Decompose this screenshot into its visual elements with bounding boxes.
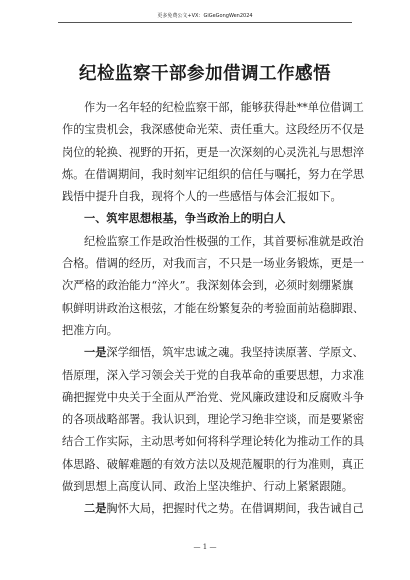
text-line: 岗位的轮换、视野的开拓，更是一次深刻的心灵洗礼与思想淬 <box>62 145 365 159</box>
text-line: 炼。在借调期间，我时刻牢记组织的信任与嘱托，努力在学思 <box>62 167 365 181</box>
text-line-rest: 深学细悟，筑牢忠诚之魂。我坚持读原著、学原文、 <box>106 346 364 360</box>
section-heading: 一、筑牢思想根基，争当政治上的明白人 <box>84 212 286 226</box>
document-title: 纪检监察干部参加借调工作感悟 <box>79 64 331 84</box>
text-line: 纪检监察工作是政治性极强的工作，其首要标准就是政治 <box>84 234 364 248</box>
text-line: 次严格的政治能力“淬火”。我深刻体会到，必须时刻绷紧旗 <box>62 279 354 293</box>
paragraph-lead: 一是 <box>84 346 107 360</box>
text-line: 做到思想上高度认同、政治上坚决维护、行动上紧紧跟随。 <box>62 480 353 494</box>
text-line: 帜鲜明讲政治这根弦，才能在纷繁复杂的考验面前站稳脚跟、 <box>62 301 365 315</box>
text-line: 合格。借调的经历，对我而言，不只是一场业务锻炼，更是一 <box>62 257 365 271</box>
text-line: 把准方向。 <box>62 323 118 337</box>
text-line-rest: 胸怀大局，把握时代之势。在借调期间，我告诫自己 <box>106 502 364 516</box>
section-paragraph <box>62 498 364 520</box>
header-divider <box>58 22 352 23</box>
text-line: 体思路、破解难题的有效方法以及规范履职的行为准则，真正 <box>62 457 365 471</box>
page-header-text: 更多免费公文+VX：GiGeGongWen2024 <box>157 13 253 19</box>
text-line: 践悟中提升自我，现将个人的一些感悟与体会汇报如下。 <box>62 190 342 204</box>
text-line: 作为一名年轻的纪检监察干部，能够获得赴**单位借调工 <box>84 101 364 114</box>
text-line <box>62 498 364 520</box>
text-line: 作的宝贵机会，我深感使命光荣、责任重大。这段经历不仅是 <box>62 123 365 137</box>
text-line <box>62 342 364 364</box>
page-number: — 1 — <box>193 543 217 551</box>
text-line: 的各项战略部署。我认识到，理论学习绝非空谈，而是要紧密 <box>62 413 365 427</box>
section-paragraph <box>62 231 365 342</box>
text-line: 结合工作实际，主动思考如何将科学理论转化为推动工作的具 <box>62 435 365 449</box>
intro-paragraph <box>62 97 365 208</box>
text-line: 悟原理，深入学习领会关于党的自我革命的重要思想，力求准 <box>62 368 365 382</box>
document-body <box>62 97 365 521</box>
paragraph-lead: 二是 <box>84 502 107 516</box>
text-line: 确把握党中央关于全面从严治党、党风廉政建设和反腐败斗争 <box>62 390 365 404</box>
section-paragraph <box>62 342 365 498</box>
